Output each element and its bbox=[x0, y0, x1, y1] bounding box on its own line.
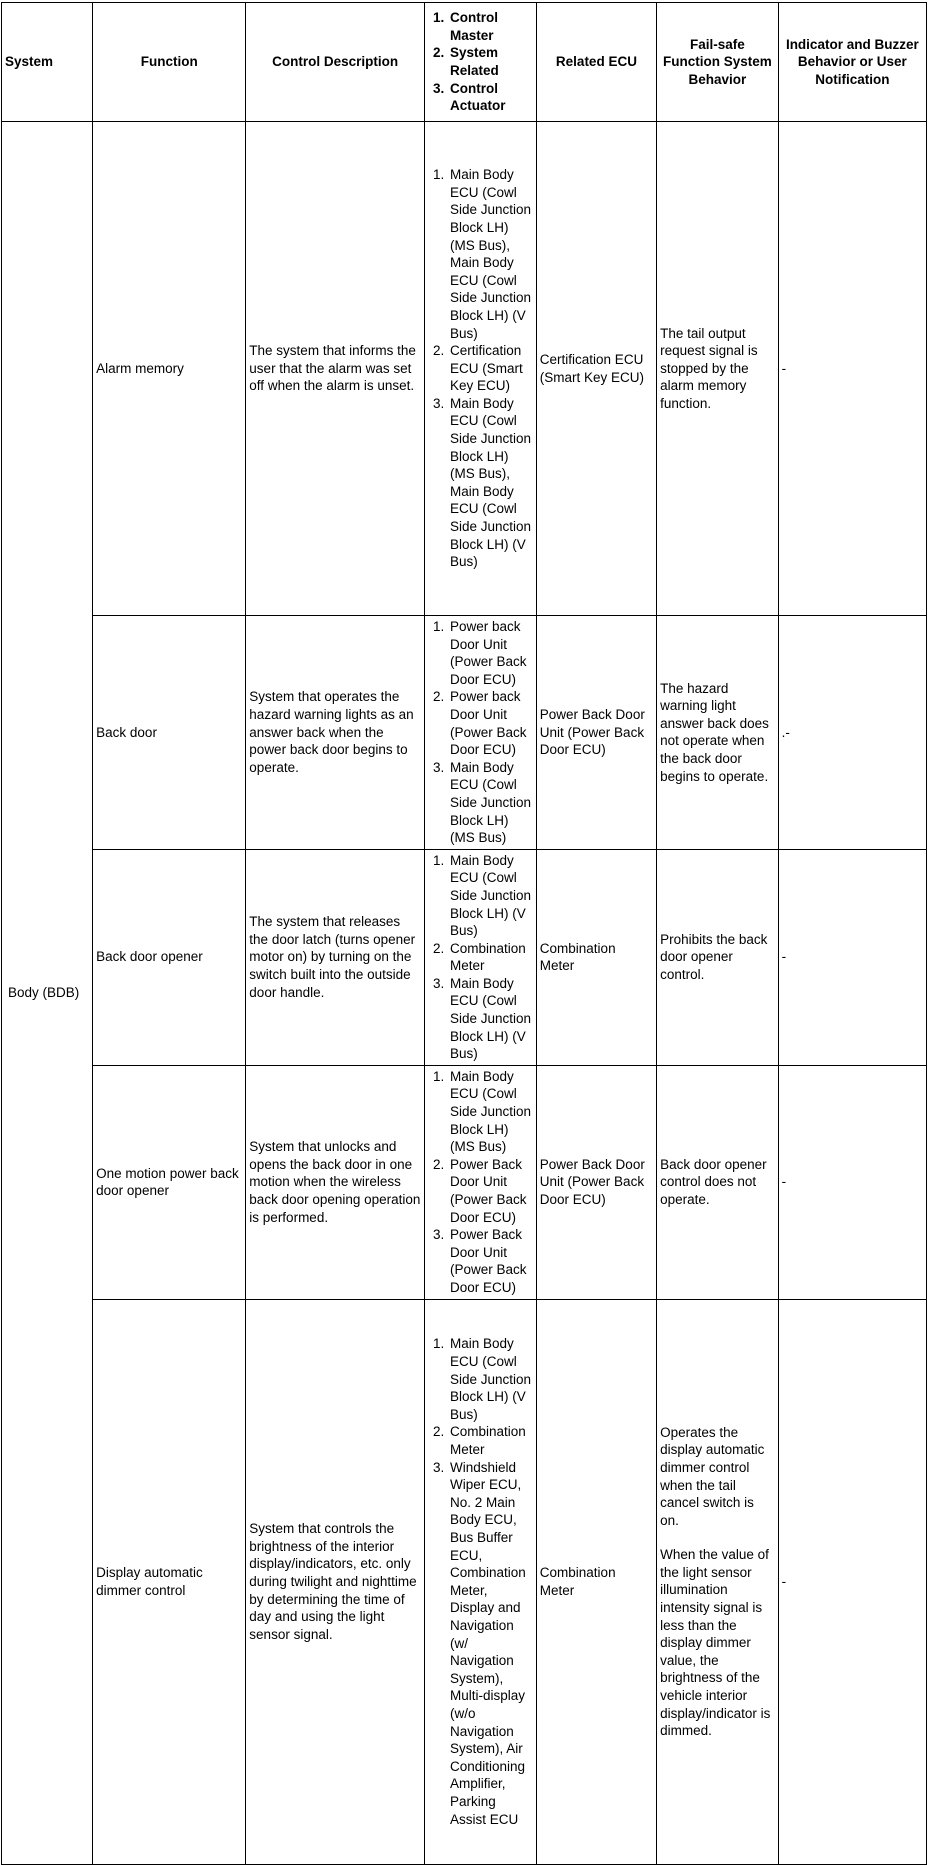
table-row bbox=[2, 616, 927, 850]
failsafe-cell bbox=[657, 616, 779, 850]
system-related: 2. Certification ECU (Smart Key ECU) bbox=[448, 342, 533, 395]
failsafe-text: Operates the display automatic dimmer control when the tail cancel switch is on. bbox=[660, 1424, 765, 1528]
system-related: 2. Combination Meter bbox=[448, 940, 533, 975]
system-cell: Body (BDB) bbox=[2, 122, 93, 1865]
header-row bbox=[2, 3, 927, 122]
indicator-cell: .- bbox=[778, 616, 926, 850]
function-cell: Display automatic dimmer control bbox=[93, 1299, 246, 1864]
control-actuator: 3. Main Body ECU (Cowl Side Junction Block LH) (V Bus) bbox=[448, 975, 533, 1063]
failsafe-cell bbox=[657, 1065, 779, 1299]
failsafe-text: The hazard warning light answer back does not operate when the back door begins to operate. bbox=[660, 680, 769, 784]
system-related: 2. Combination Meter bbox=[448, 1423, 533, 1458]
control-master: 1. Main Body ECU (Cowl Side Junction Block LH) (MS Bus) bbox=[448, 1068, 533, 1156]
control-actuator: 3. Main Body ECU (Cowl Side Junction Block LH) (MS Bus), Main Body ECU (Cowl Side Junction Block LH) (V Bus) bbox=[448, 395, 533, 571]
system-related: 2. Power back Door Unit (Power Back Door ECU) bbox=[448, 688, 533, 758]
table-row bbox=[2, 122, 927, 616]
header-control-description: Control Description bbox=[246, 3, 425, 122]
failsafe-text: When the value of the light sensor illumination intensity signal is less than the display dimmer value, the brightness of the vehicle interior display/indicator is dimmed. bbox=[660, 1547, 771, 1739]
failsafe-text: Back door opener control does not operate. bbox=[660, 1156, 767, 1207]
control-actuator: 3. Windshield Wiper ECU, No. 2 Main Body ECU, Bus Buffer ECU, Combination Meter, Display and Navigation (w/ Navigation System), Multi-display (w/o Navigation System), Air Conditioning Amplifier, Parking Assist ECU bbox=[448, 1459, 533, 1828]
description-cell: The system that releases the door latch (turns opener motor on) by turning on the switch built into the outside door handle. bbox=[246, 849, 425, 1065]
failsafe-cell bbox=[657, 849, 779, 1065]
control-parts-cell bbox=[424, 849, 536, 1065]
control-parts-cell bbox=[424, 1299, 536, 1864]
function-cell: One motion power back door opener bbox=[93, 1065, 246, 1299]
indicator-cell: - bbox=[778, 849, 926, 1065]
table-row bbox=[2, 849, 927, 1065]
control-master: 1. Main Body ECU (Cowl Side Junction Block LH) (MS Bus), Main Body ECU (Cowl Side Junction Block LH) (V Bus) bbox=[448, 166, 533, 342]
failsafe-cell bbox=[657, 122, 779, 616]
control-master: 1. Main Body ECU (Cowl Side Junction Block LH) (V Bus) bbox=[448, 1335, 533, 1423]
description-cell: System that operates the hazard warning lights as an answer back when the power back door begins to operate. bbox=[246, 616, 425, 850]
description-cell: System that controls the brightness of the interior display/indicators, etc. only during twilight and nighttime by determining the time of day and using the light sensor signal. bbox=[246, 1299, 425, 1864]
failsafe-cell bbox=[657, 1299, 779, 1864]
related-ecu-cell: Combination Meter bbox=[536, 1299, 656, 1864]
related-ecu-cell: Power Back Door Unit (Power Back Door ECU) bbox=[536, 616, 656, 850]
control-actuator: 3. Main Body ECU (Cowl Side Junction Block LH) (MS Bus) bbox=[448, 759, 533, 847]
table-row bbox=[2, 1299, 927, 1864]
header-related-ecu: Related ECU bbox=[536, 3, 656, 122]
failsafe-text: The tail output request signal is stopped by the alarm memory function. bbox=[660, 325, 758, 411]
header-failsafe: Fail-safe Function System Behavior bbox=[657, 3, 779, 122]
related-ecu-cell: Certification ECU (Smart Key ECU) bbox=[536, 122, 656, 616]
header-system: System bbox=[2, 3, 93, 122]
header-indicator: Indicator and Buzzer Behavior or User Notification bbox=[778, 3, 926, 122]
control-parts-cell bbox=[424, 122, 536, 616]
header-control-master: 1. Control Master bbox=[448, 9, 533, 44]
description-cell: The system that informs the user that the alarm was set off when the alarm is unset. bbox=[246, 122, 425, 616]
header-system-related: 2. System Related bbox=[448, 44, 533, 79]
description-cell: System that unlocks and opens the back door in one motion when the wireless back door opening operation is performed. bbox=[246, 1065, 425, 1299]
related-ecu-cell: Combination Meter bbox=[536, 849, 656, 1065]
indicator-cell: - bbox=[778, 122, 926, 616]
control-actuator: 3. Power Back Door Unit (Power Back Door ECU) bbox=[448, 1226, 533, 1296]
function-cell: Back door bbox=[93, 616, 246, 850]
header-function: Function bbox=[93, 3, 246, 122]
indicator-cell: - bbox=[778, 1065, 926, 1299]
table-row bbox=[2, 1065, 927, 1299]
control-master: 1. Main Body ECU (Cowl Side Junction Block LH) (V Bus) bbox=[448, 852, 533, 940]
control-parts-cell bbox=[424, 616, 536, 850]
related-ecu-cell: Power Back Door Unit (Power Back Door ECU) bbox=[536, 1065, 656, 1299]
body-system-table bbox=[1, 2, 927, 1865]
header-control-parts bbox=[424, 3, 536, 122]
header-control-actuator: 3. Control Actuator bbox=[448, 80, 533, 115]
function-cell: Alarm memory bbox=[93, 122, 246, 616]
indicator-cell: - bbox=[778, 1299, 926, 1864]
system-related: 2. Power Back Door Unit (Power Back Door ECU) bbox=[448, 1156, 533, 1226]
control-master: 1. Power back Door Unit (Power Back Door ECU) bbox=[448, 618, 533, 688]
control-parts-cell bbox=[424, 1065, 536, 1299]
failsafe-text: Prohibits the back door opener control. bbox=[660, 931, 768, 983]
function-cell: Back door opener bbox=[93, 849, 246, 1065]
